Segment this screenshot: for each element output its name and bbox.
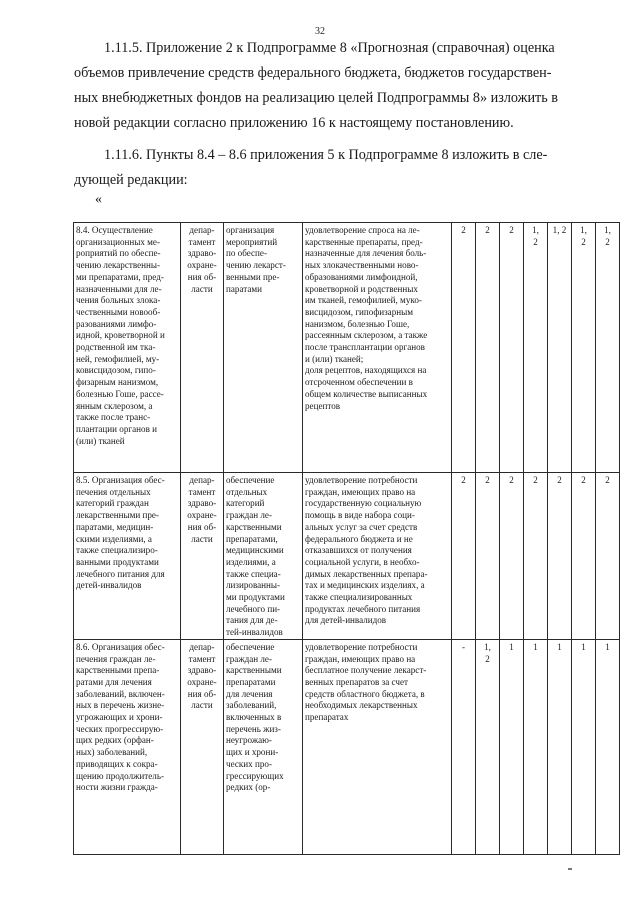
cell-line: карственные препараты, пред- <box>305 236 423 247</box>
cell-line: ческих прогрессирую- <box>76 723 164 734</box>
cell-line: здраво- <box>187 248 217 259</box>
cell-line: 1, <box>580 225 587 235</box>
cell-line: депар- <box>189 475 215 485</box>
cell-line: ней, гемофилией, му- <box>76 353 160 364</box>
indicator-value-cell <box>572 223 596 473</box>
cell-line: печения отдельных <box>76 486 151 497</box>
cell-line: включенных в <box>226 712 282 723</box>
cell-line: грессирующих <box>226 770 284 781</box>
cell-line: карственными <box>226 665 282 676</box>
result-cell <box>303 473 452 640</box>
cell-line: 2 <box>461 475 466 485</box>
cell-line: кроветворной и родственных <box>305 283 418 294</box>
indicator-value-cell <box>500 639 524 854</box>
cell-line: также специа- <box>226 568 281 579</box>
cell-line: организационных ме- <box>76 236 160 247</box>
cell-line: 2 <box>605 236 610 247</box>
opening-quote: « <box>95 192 102 207</box>
indicator-value-cell <box>452 639 476 854</box>
cell-line: ласти <box>191 533 213 544</box>
cell-line: удовлетворение спроса на ле- <box>305 225 420 235</box>
cell-line: паратами, медицин- <box>76 521 154 532</box>
scan-mark <box>568 868 572 870</box>
indicator-value-cell <box>548 639 572 854</box>
indicator-value-cell <box>596 639 620 854</box>
cell-line: 2 <box>581 236 586 247</box>
cell-line: категорий <box>226 498 265 509</box>
cell-line: 8.6. Организация обес- <box>76 641 165 652</box>
cell-line: карственными <box>226 521 282 532</box>
table-row <box>74 223 620 473</box>
cell-line: назначенные для лечения боль- <box>305 248 427 259</box>
cell-line: янным склерозом, а <box>76 400 153 411</box>
cell-line: ванными продуктами <box>76 556 159 567</box>
cell-line: назначенными для ле- <box>76 283 162 294</box>
cell-line: депар- <box>189 641 215 652</box>
cell-line: тамент <box>188 486 216 497</box>
cell-line: после трансплантации органов <box>305 342 425 353</box>
cell-line: для детей-инвалидов <box>305 615 387 626</box>
paragraph-line: 1.11.6. Пункты 8.4 – 8.6 приложения 5 к Подпрограмме 8 изложить в сле- <box>104 147 548 163</box>
direction-cell <box>224 639 303 854</box>
cell-line: 2 <box>533 475 538 485</box>
paragraph-line: ных внебюджетных фондов на реализацию целей Подпрограммы 8» изложить в <box>74 90 558 106</box>
indicator-value-cell <box>524 223 548 473</box>
cell-line: им тканей, гемофилией, муко- <box>305 295 422 306</box>
cell-line: тамент <box>188 236 216 247</box>
cell-line: заболеваний, включен- <box>76 688 165 699</box>
cell-line: ми препаратами, пред- <box>76 271 164 282</box>
amendment-table <box>73 222 620 855</box>
executor-cell <box>181 223 224 473</box>
cell-line: граждан, имеющих право на <box>305 486 416 497</box>
result-cell <box>303 223 452 473</box>
cell-line: - <box>461 641 466 652</box>
indicator-value-cell <box>452 473 476 640</box>
cell-line: карственными препа- <box>76 665 160 676</box>
executor-cell <box>181 639 224 854</box>
cell-line: альных услуг за счет средств <box>305 521 418 532</box>
cell-line: ных злокачественными ново- <box>305 260 419 271</box>
cell-line: 2 <box>533 236 538 247</box>
cell-line: 1 <box>533 641 538 652</box>
cell-line: ния об- <box>187 521 217 532</box>
indicator-value-cell <box>548 473 572 640</box>
cell-line: граждан ле- <box>226 510 273 521</box>
cell-line: 2 <box>509 225 514 235</box>
cell-line: здраво- <box>187 665 217 676</box>
cell-line: угрожающих и хрони- <box>76 712 163 723</box>
paragraph-line: дующей редакции: <box>74 172 188 188</box>
cell-line: 1 <box>509 641 514 652</box>
cell-line: щих и хрони- <box>226 747 279 758</box>
cell-line: мероприятий <box>226 236 278 247</box>
indicator-value-cell <box>476 473 500 640</box>
cell-line: 1, <box>604 225 611 235</box>
cell-line: приводящих к сокра- <box>76 758 158 769</box>
cell-line: 8.5. Организация обес- <box>76 475 165 485</box>
paragraph-line: новой редакции согласно приложению 16 к настоящему постановлению. <box>74 115 514 131</box>
cell-line: препаратах <box>305 712 349 723</box>
cell-line: медицинскими <box>226 545 284 556</box>
cell-line: тамент <box>188 653 216 664</box>
indicator-value-cell <box>476 223 500 473</box>
cell-line: 2 <box>461 225 466 235</box>
cell-line: бесплатное получение лекарст- <box>305 665 427 676</box>
cell-line: рецептов <box>305 400 341 411</box>
cell-line: социальной услуги, в необхо- <box>305 556 420 567</box>
cell-line: щению продолжитель- <box>76 770 165 781</box>
paragraph-1 <box>74 36 584 136</box>
cell-line: ния об- <box>187 688 217 699</box>
measure-name-cell <box>74 473 181 640</box>
cell-line: редких (ор- <box>226 782 271 793</box>
cell-line: категорий граждан <box>76 498 149 509</box>
cell-line: 1 <box>581 641 586 652</box>
cell-line: чественными новооб- <box>76 306 161 317</box>
cell-line: заболеваний, <box>226 700 277 711</box>
table-row <box>74 473 620 640</box>
cell-line: организация <box>226 225 275 235</box>
cell-line: средств областного бюджета, в <box>305 688 425 699</box>
cell-line: отказавшихся от получения <box>305 545 412 556</box>
cell-line: доля рецептов, находящихся на <box>305 365 427 376</box>
cell-line: также специализированных <box>305 592 413 603</box>
cell-line: тания для де- <box>226 615 278 626</box>
indicator-value-cell <box>476 639 500 854</box>
cell-line: здраво- <box>187 498 217 509</box>
cell-line: граждан ле- <box>226 653 273 664</box>
cell-line: 1, 2 <box>552 225 567 235</box>
cell-line: скими изделиями, а <box>76 533 152 544</box>
indicator-value-cell <box>524 473 548 640</box>
cell-line: чению лекарственны- <box>76 260 161 271</box>
cell-line: 1, <box>532 225 539 235</box>
cell-line: физарным нанизмом, <box>76 377 159 388</box>
paragraph-line: объемов привлечение средств федерального бюджета, бюджетов государствен- <box>74 65 552 81</box>
cell-line: отдельных <box>226 486 268 497</box>
cell-line: ных в перечень жизне- <box>76 700 165 711</box>
cell-line: ных) заболеваний, <box>76 747 148 758</box>
cell-line: неугрожаю- <box>226 735 272 746</box>
cell-line: по обеспе- <box>226 248 267 259</box>
cell-line: лизированны- <box>226 580 281 591</box>
cell-line: 2 <box>509 475 514 485</box>
cell-line: также после транс- <box>76 412 151 423</box>
cell-line: ковисцидозом, гипо- <box>76 365 156 376</box>
cell-line: ческих про- <box>226 758 272 769</box>
cell-line: родственной им тка- <box>76 342 156 353</box>
indicator-value-cell <box>500 223 524 473</box>
indicator-value-cell <box>572 473 596 640</box>
cell-line: нанизмом, болезнью Гоше, <box>305 318 410 329</box>
cell-line: роприятий по обеспе- <box>76 248 161 259</box>
cell-line: образованиями лимфоидной, <box>305 271 418 282</box>
cell-line: ласти <box>191 283 213 294</box>
cell-line: венных препаратов за счет <box>305 676 408 687</box>
measure-name-cell <box>74 223 181 473</box>
indicator-value-cell <box>596 223 620 473</box>
cell-line: охране- <box>187 510 217 521</box>
indicator-value-cell <box>596 473 620 640</box>
cell-line: обеспечение <box>226 641 275 652</box>
cell-line: щих редких (орфан- <box>76 735 154 746</box>
cell-line: препаратами <box>226 676 276 687</box>
cell-line: препаратами, <box>226 533 278 544</box>
cell-line: удовлетворение потребности <box>305 641 418 652</box>
cell-line: необходимых лекарственных <box>305 700 418 711</box>
cell-line: ратами для лечения <box>76 676 152 687</box>
cell-line: лекарственными пре- <box>76 510 159 521</box>
cell-line: ности жизни гражда- <box>76 782 158 793</box>
cell-line: 1 <box>605 641 610 652</box>
cell-line: перечень жиз- <box>226 723 281 734</box>
cell-line: чению лекарст- <box>226 260 286 271</box>
cell-line: 2 <box>485 225 490 235</box>
cell-line: продуктах лечебного питания <box>305 603 421 614</box>
cell-line: обеспечение <box>226 475 275 485</box>
indicator-value-cell <box>524 639 548 854</box>
cell-line: отсроченном обеспечении в <box>305 377 413 388</box>
cell-line: детей-инвалидов <box>76 580 142 591</box>
cell-line: удовлетворение потребности <box>305 475 418 485</box>
cell-line: 2 <box>581 475 586 485</box>
direction-cell <box>224 223 303 473</box>
cell-line: охране- <box>187 676 217 687</box>
cell-line: болезнью Гоше, рассе- <box>76 388 164 399</box>
cell-line: 1, <box>484 641 491 652</box>
cell-line: также специализиро- <box>76 545 158 556</box>
cell-line: ния об- <box>187 271 217 282</box>
cell-line: помощь в виде набора соци- <box>305 510 415 521</box>
cell-line: лечебного питания для <box>76 568 165 579</box>
cell-line: ми продуктами <box>226 592 285 603</box>
cell-line: венными пре- <box>226 271 280 282</box>
cell-line: для лечения <box>226 688 273 699</box>
cell-line: и (или) тканей; <box>305 353 364 364</box>
result-cell <box>303 639 452 854</box>
indicator-value-cell <box>572 639 596 854</box>
cell-line: граждан, имеющих право на <box>305 653 416 664</box>
cell-line: ласти <box>191 700 213 711</box>
indicator-value-cell <box>500 473 524 640</box>
cell-line: паратами <box>226 283 262 294</box>
cell-line: общем количестве выписанных <box>305 388 428 399</box>
paragraph-2 <box>74 143 584 193</box>
cell-line: чения больных злока- <box>76 295 161 306</box>
cell-line: печения граждан ле- <box>76 653 156 664</box>
measure-name-cell <box>74 639 181 854</box>
direction-cell <box>224 473 303 640</box>
cell-line: 2 <box>557 475 562 485</box>
cell-line: охране- <box>187 260 217 271</box>
cell-line: федерального бюджета и не <box>305 533 413 544</box>
page-number: 32 <box>315 26 325 37</box>
cell-line: изделиями, а <box>226 556 276 567</box>
cell-line: 2 <box>485 475 490 485</box>
cell-line: лечебного пи- <box>226 603 281 614</box>
cell-line: 1 <box>557 641 562 652</box>
cell-line: 8.4. Осуществление <box>76 225 153 235</box>
table-row <box>74 639 620 854</box>
cell-line: плантации органов и <box>76 423 158 434</box>
cell-line: димых лекарственных препара- <box>305 568 428 579</box>
cell-line: рассеянным склерозом, а также <box>305 330 428 341</box>
executor-cell <box>181 473 224 640</box>
cell-line: государственную социальную <box>305 498 422 509</box>
cell-line: тей-инвалидов <box>226 627 283 638</box>
cell-line: депар- <box>189 225 215 235</box>
cell-line: разованиями лимфо- <box>76 318 157 329</box>
cell-line: тах и медицинских изделиях, а <box>305 580 425 591</box>
cell-line: висцидозом, гипофизарным <box>305 306 413 317</box>
cell-line: идной, кроветворной и <box>76 330 165 341</box>
paragraph-line: 1.11.5. Приложение 2 к Подпрограмме 8 «Прогнозная (справочная) оценка <box>104 40 555 56</box>
indicator-value-cell <box>452 223 476 473</box>
cell-line: (или) тканей <box>76 435 125 446</box>
cell-line: 2 <box>485 653 490 664</box>
cell-line: 2 <box>605 475 610 485</box>
indicator-value-cell <box>548 223 572 473</box>
